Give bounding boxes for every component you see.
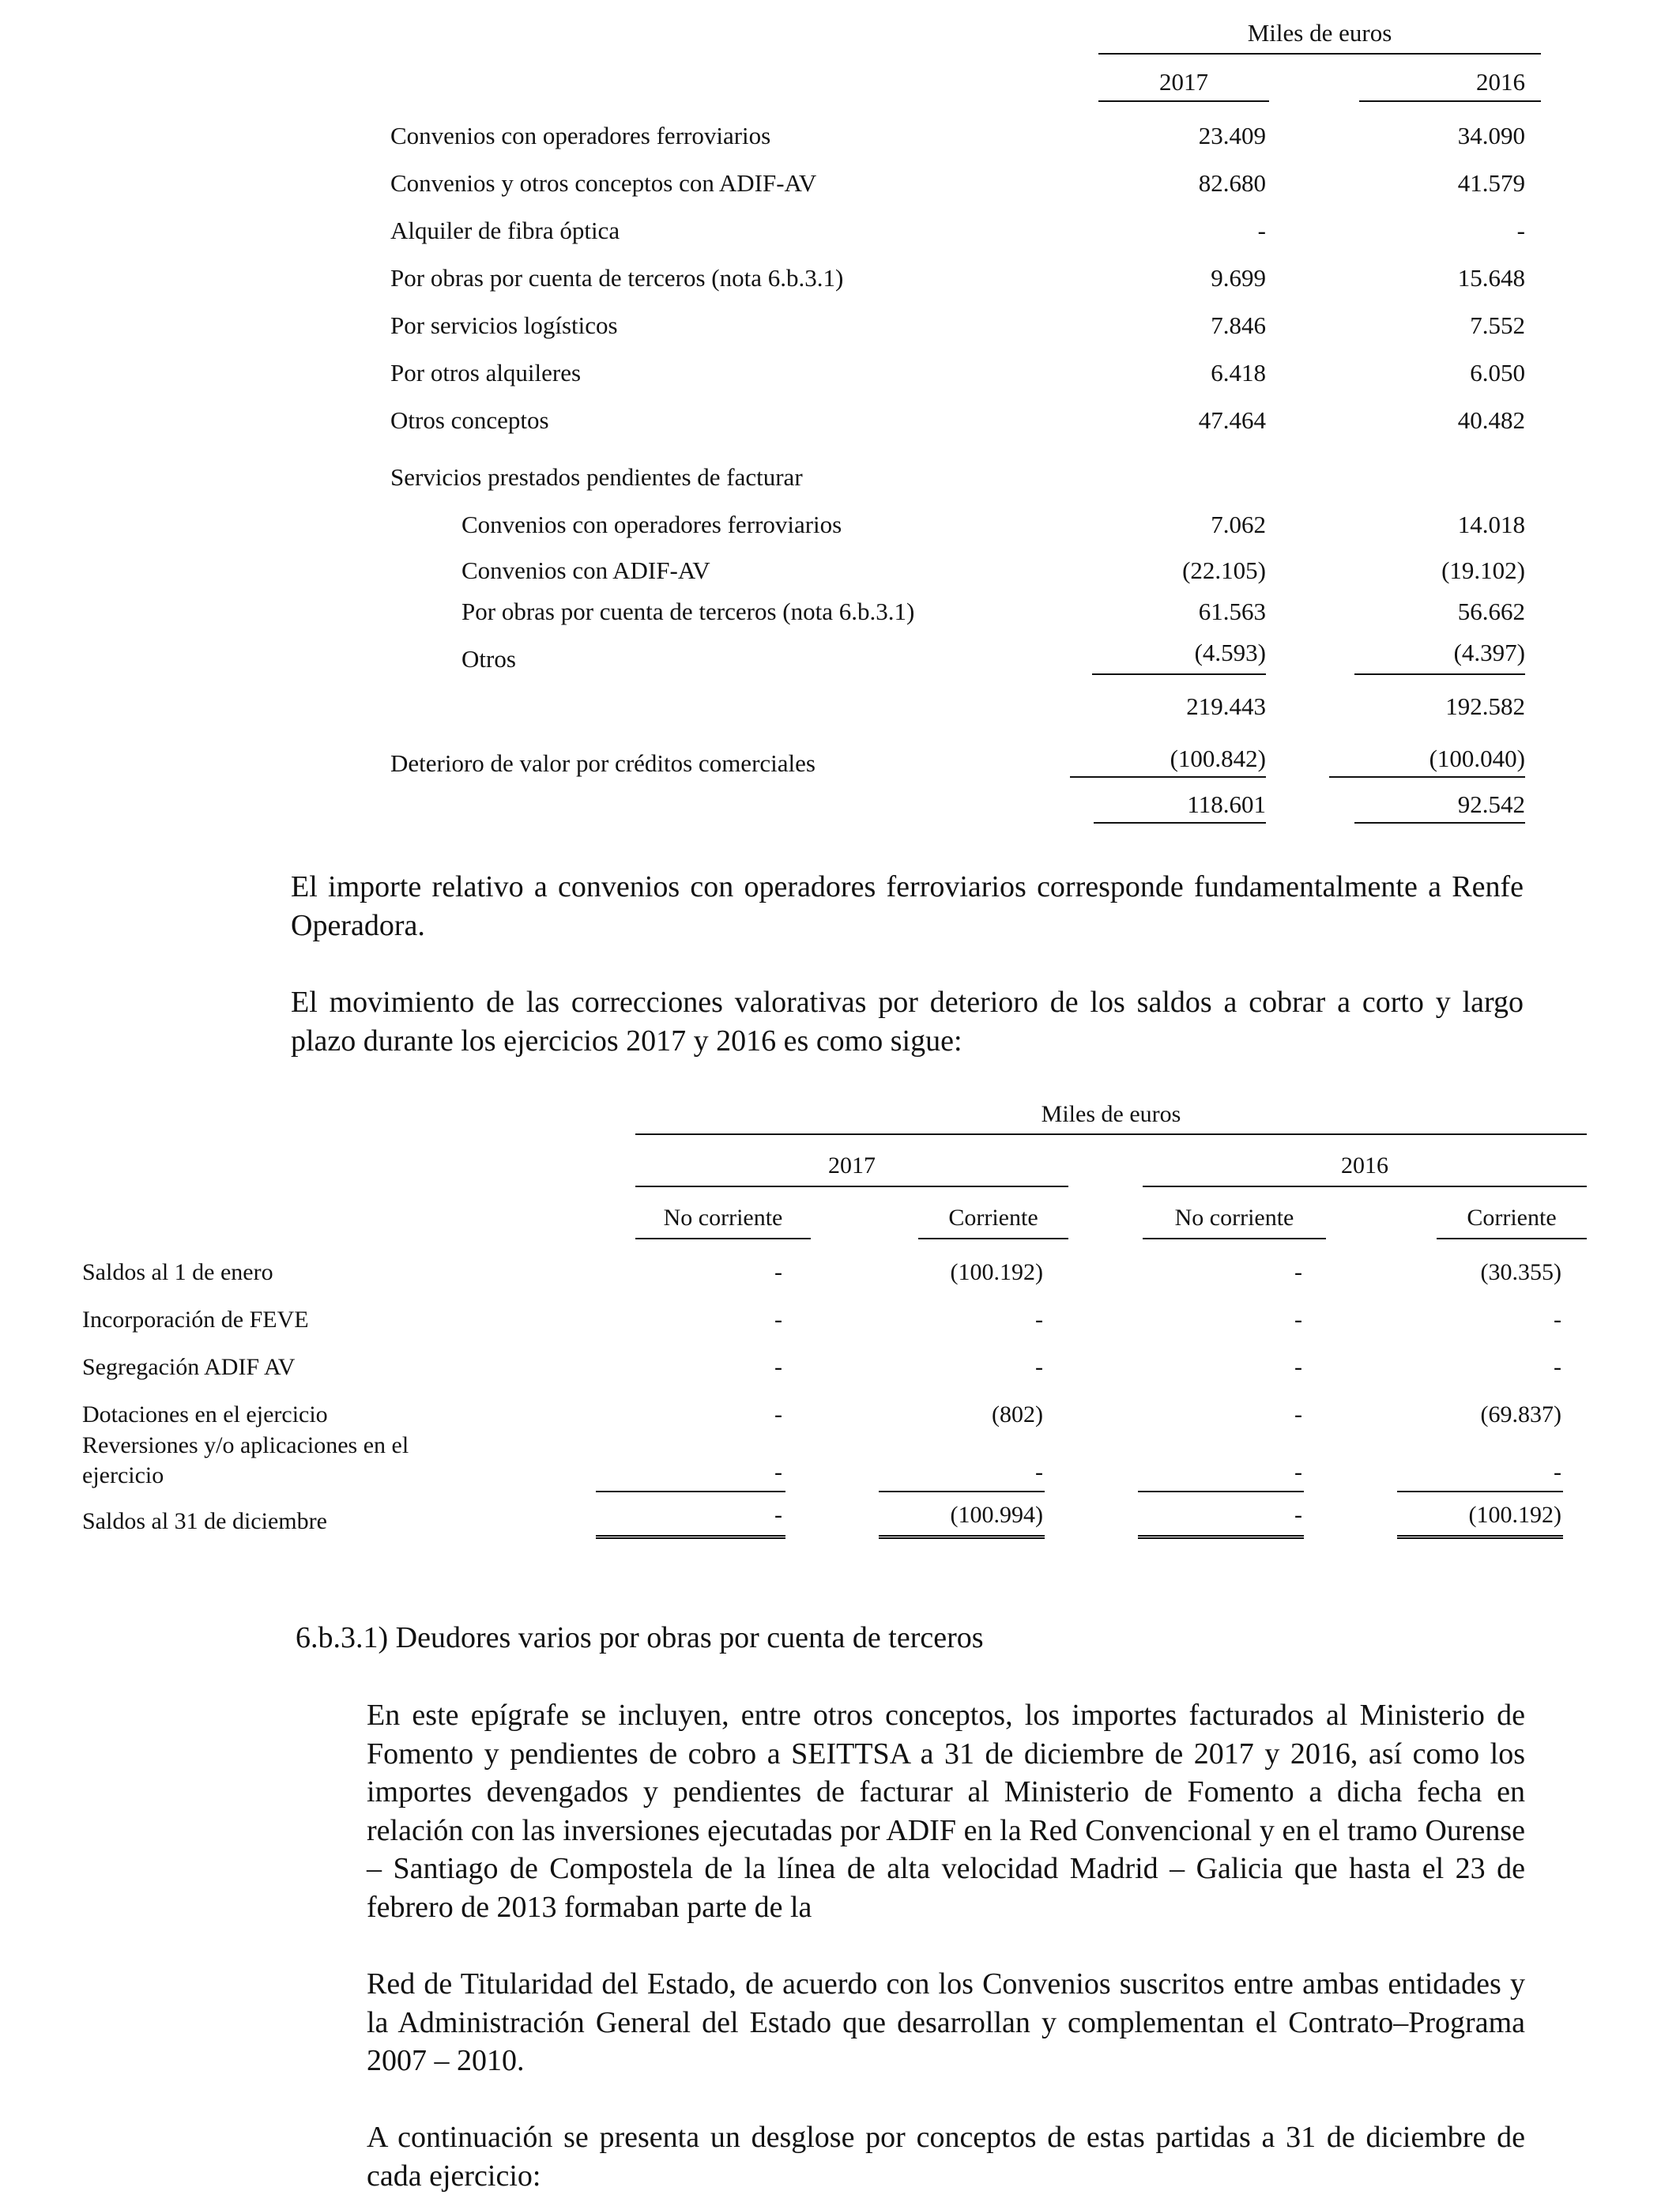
value-2017: - bbox=[1257, 217, 1266, 244]
section-label: Servicios prestados pendientes de facturar bbox=[390, 463, 803, 491]
year-rule-2017 bbox=[1098, 100, 1269, 102]
value-corriente-2017: (802) bbox=[992, 1401, 1043, 1428]
sub-row-label: Otros bbox=[461, 645, 516, 673]
total-2016: 92.542 bbox=[1457, 790, 1525, 818]
paragraph-renfe: El importe relativo a convenios con operadores ferroviarios corresponde fundamentalmente a Renfe Operadora. bbox=[291, 870, 1524, 942]
total-double-rule bbox=[879, 1535, 1045, 1539]
impairment-2017: (100.842) bbox=[1170, 745, 1266, 772]
row-label: Alquiler de fibra óptica bbox=[390, 217, 620, 244]
value-corriente-2017: - bbox=[1035, 1459, 1043, 1485]
row-label: Otros conceptos bbox=[390, 406, 549, 434]
header-rule bbox=[635, 1133, 1587, 1135]
value-corriente-2016: (30.355) bbox=[1480, 1259, 1561, 1285]
row-label: Por otros alquileres bbox=[390, 359, 582, 387]
value-2016: 56.662 bbox=[1457, 598, 1525, 625]
total-rule-bottom-2016 bbox=[1354, 822, 1525, 824]
impairment-2016: (100.040) bbox=[1429, 745, 1525, 772]
value-no-corriente-2017: - bbox=[774, 1307, 782, 1333]
value-2016: (4.397) bbox=[1453, 639, 1525, 666]
column-header-2016: 2016 bbox=[1476, 68, 1525, 96]
table-2-unit-header: Miles de euros bbox=[1041, 1101, 1181, 1127]
value-2017: (4.593) bbox=[1194, 639, 1266, 666]
value-corriente-2016: (69.837) bbox=[1480, 1401, 1561, 1428]
total-rule-top-2016 bbox=[1329, 776, 1525, 778]
sub-row-label: Por obras por cuenta de terceros (nota 6.b.3.1) bbox=[461, 598, 915, 625]
value-2017: 7.846 bbox=[1211, 311, 1266, 339]
value-no-corriente-2017: - bbox=[774, 1259, 782, 1285]
value-no-corriente-2016: - bbox=[1294, 1354, 1302, 1380]
row-label: Saldos al 31 de diciembre bbox=[82, 1508, 327, 1534]
value-corriente-2016: - bbox=[1554, 1459, 1561, 1485]
row-label: Por servicios logísticos bbox=[390, 311, 618, 339]
value-corriente-2017: (100.994) bbox=[950, 1502, 1043, 1528]
value-2017: 47.464 bbox=[1198, 406, 1266, 434]
value-2016: 14.018 bbox=[1457, 511, 1525, 538]
value-corriente-2017: - bbox=[1035, 1307, 1043, 1333]
table-1-unit-header: Miles de euros bbox=[1247, 19, 1392, 47]
value-no-corriente-2017: - bbox=[774, 1401, 782, 1428]
value-2017: (22.105) bbox=[1182, 556, 1266, 584]
row-label: Incorporación de FEVE bbox=[82, 1307, 309, 1333]
value-corriente-2017: (100.192) bbox=[950, 1259, 1043, 1285]
subtotal-2016: 192.582 bbox=[1445, 692, 1525, 720]
value-corriente-2016: - bbox=[1554, 1354, 1561, 1380]
header-rule bbox=[1098, 53, 1541, 55]
value-2016: 6.050 bbox=[1470, 359, 1525, 387]
value-corriente-2016: - bbox=[1554, 1307, 1561, 1333]
value-2017: 61.563 bbox=[1198, 598, 1266, 625]
sub-header-corriente-2017: Corriente bbox=[948, 1205, 1038, 1231]
value-no-corriente-2016: - bbox=[1294, 1401, 1302, 1428]
value-2016: 41.579 bbox=[1457, 169, 1525, 197]
row-label: Segregación ADIF AV bbox=[82, 1354, 296, 1380]
pre-total-rule bbox=[1138, 1491, 1304, 1492]
year-header-2017: 2017 bbox=[828, 1152, 876, 1179]
value-2016: 15.648 bbox=[1457, 264, 1525, 292]
sub-row-label: Convenios con operadores ferroviarios bbox=[461, 511, 842, 538]
paragraph-epigrafe: En este epígrafe se incluyen, entre otros conceptos, los importes facturados al Ministerio de Fomento y pendientes de cobro a SEITTSA a 31 de diciembre de 2017 y 2016, así como los importes devengados y pendientes de facturar al Ministerio de Fomento a dicha fecha en relación con las inversiones ejecutadas por ADIF en la Red Convencional y en el tramo Ourense – Santiago de Compostela de la línea de alta velocidad Madrid – Galicia que hasta el 23 de febrero de 2013 formaban parte de la bbox=[367, 1699, 1525, 1924]
subtotal-rule-2016 bbox=[1354, 673, 1525, 675]
value-2017: 23.409 bbox=[1198, 122, 1266, 149]
total-rule-top-2017 bbox=[1070, 776, 1266, 778]
value-no-corriente-2016: - bbox=[1294, 1502, 1302, 1528]
sub-header-rule bbox=[635, 1238, 811, 1239]
paragraph-movement: El movimiento de las correcciones valorativas por deterioro de los saldos a cobrar a corto y largo plazo durante los ejercicios 2017 y 2016 es como sigue: bbox=[291, 986, 1524, 1058]
sub-header-no-corriente-2016: No corriente bbox=[1174, 1205, 1294, 1231]
value-2016: (19.102) bbox=[1441, 556, 1525, 584]
sub-header-rule bbox=[1143, 1238, 1326, 1239]
sub-header-rule bbox=[918, 1238, 1068, 1239]
sub-header-rule bbox=[1437, 1238, 1587, 1239]
value-no-corriente-2016: - bbox=[1294, 1307, 1302, 1333]
row-label: Saldos al 1 de enero bbox=[82, 1259, 273, 1285]
value-corriente-2017: - bbox=[1035, 1354, 1043, 1380]
value-2017: 82.680 bbox=[1198, 169, 1266, 197]
value-no-corriente-2016: - bbox=[1294, 1259, 1302, 1285]
value-no-corriente-2017: - bbox=[774, 1502, 782, 1528]
value-2017: 6.418 bbox=[1211, 359, 1266, 387]
value-corriente-2016: (100.192) bbox=[1468, 1502, 1561, 1528]
pre-total-rule bbox=[1397, 1491, 1563, 1492]
pre-total-rule bbox=[596, 1491, 785, 1492]
subtotal-rule-2017 bbox=[1092, 673, 1266, 675]
value-2016: - bbox=[1516, 217, 1525, 244]
value-2017: 9.699 bbox=[1211, 264, 1266, 292]
pre-total-rule bbox=[879, 1491, 1045, 1492]
row-label: Convenios con operadores ferroviarios bbox=[390, 122, 771, 149]
row-label: Convenios y otros conceptos con ADIF-AV bbox=[390, 169, 817, 197]
row-label: Dotaciones en el ejercicio bbox=[82, 1401, 328, 1428]
year-rule-2016 bbox=[1143, 1186, 1587, 1187]
year-rule-2016 bbox=[1359, 100, 1541, 102]
value-2017: 7.062 bbox=[1211, 511, 1266, 538]
year-header-2016: 2016 bbox=[1341, 1152, 1388, 1179]
value-2016: 7.552 bbox=[1470, 311, 1525, 339]
paragraph-red-titularidad: Red de Titularidad del Estado, de acuerdo con los Convenios suscritos entre ambas entidades y la Administración General del Estado que desarrollan y complementan el Contrato–Programa 2007 – 2010. bbox=[367, 1967, 1525, 2077]
row-label: Por obras por cuenta de terceros (nota 6.b.3.1) bbox=[390, 264, 844, 292]
value-no-corriente-2017: - bbox=[774, 1354, 782, 1380]
total-2017: 118.601 bbox=[1187, 790, 1266, 818]
sub-header-no-corriente-2017: No corriente bbox=[663, 1205, 783, 1231]
section-heading: 6.b.3.1) Deudores varios por obras por cuenta de terceros bbox=[296, 1621, 984, 1654]
year-rule-2017 bbox=[635, 1186, 1068, 1187]
subtotal-2017: 219.443 bbox=[1186, 692, 1266, 720]
row-label-line-1: Reversiones y/o aplicaciones en el bbox=[82, 1432, 409, 1458]
sub-header-corriente-2016: Corriente bbox=[1467, 1205, 1557, 1231]
total-double-rule bbox=[596, 1535, 785, 1539]
row-label-line-2: ejercicio bbox=[82, 1462, 164, 1488]
sub-row-label: Convenios con ADIF-AV bbox=[461, 556, 710, 584]
total-rule-bottom-2017 bbox=[1094, 822, 1266, 824]
total-double-rule bbox=[1138, 1535, 1304, 1539]
value-2016: 34.090 bbox=[1457, 122, 1525, 149]
impairment-label: Deterioro de valor por créditos comerciales bbox=[390, 749, 816, 777]
value-no-corriente-2016: - bbox=[1294, 1459, 1302, 1485]
paragraph-desglose: A continuación se presenta un desglose por conceptos de estas partidas a 31 de diciembre de cada ejercicio: bbox=[367, 2121, 1525, 2193]
total-double-rule bbox=[1397, 1535, 1563, 1539]
value-2016: 40.482 bbox=[1457, 406, 1525, 434]
column-header-2017: 2017 bbox=[1159, 68, 1208, 96]
value-no-corriente-2017: - bbox=[774, 1459, 782, 1485]
